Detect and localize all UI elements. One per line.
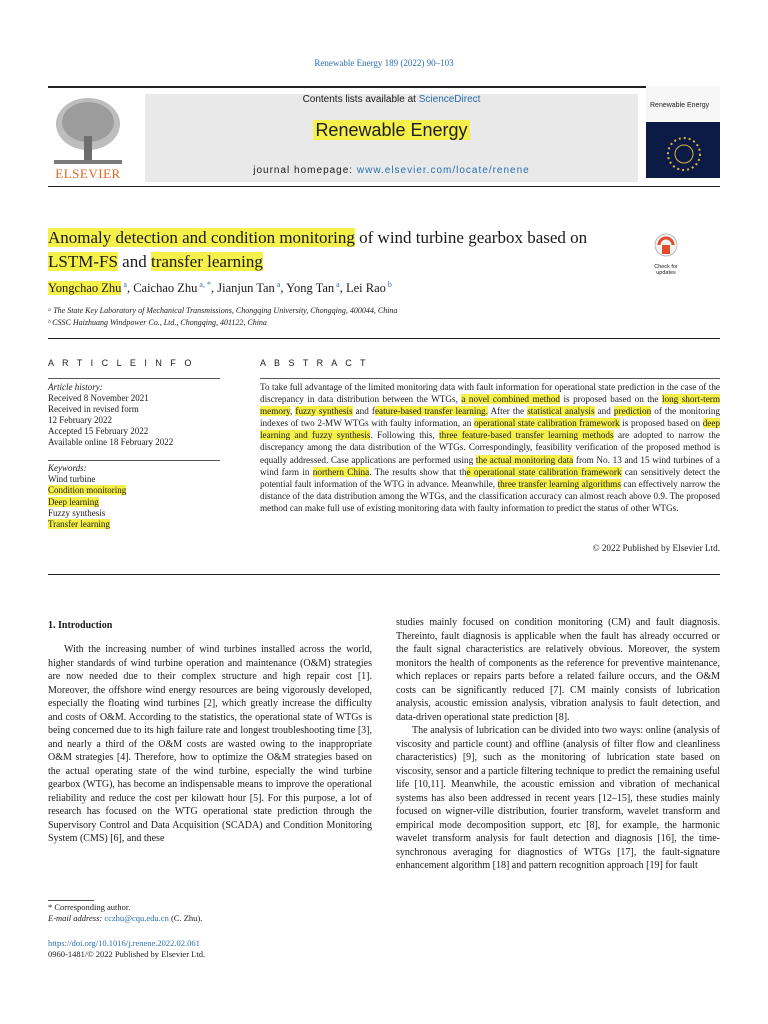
history-line: 12 February 2022 — [48, 415, 112, 425]
check-updates-label: Check for updates — [654, 264, 678, 276]
header-top-rule — [48, 86, 720, 88]
abstract-text: can effectively narrow the distance of the data distribution among the WTGs, and the classification accuracy can almost reach above 0.9. The proposed method can make full use of existing monitoring data with faulty information to predict the status of other WTGs. — [260, 478, 721, 513]
journal-name-text: Renewable Energy — [315, 120, 468, 140]
abstract-highlight: a novel combined method — [461, 394, 561, 405]
author-affiliation-mark[interactable]: a — [334, 280, 340, 289]
keyword: Fuzzy synthesis — [48, 507, 106, 518]
author-name[interactable]: Caichao Zhu — [133, 281, 198, 296]
keyword: Condition monitoring — [48, 485, 127, 496]
abstract-text: can sensitively detect the potential fault information of the WTG in advance. Meanwhile, — [260, 466, 720, 489]
email-link[interactable]: cczhu@cqu.edu.cn — [104, 913, 169, 923]
affiliation-b: ᵇ CSSC Haizhuang Windpower Co., Ltd., Chongqing, 401122, China — [48, 318, 267, 327]
abstract-highlight: statistical analysis — [527, 406, 595, 417]
abstract-end-rule — [48, 574, 720, 575]
cover-wreath-icon — [664, 134, 704, 174]
title-highlight-1: Anomaly detection and condition monitoring — [48, 228, 355, 247]
keyword: Deep learning — [48, 496, 99, 507]
issn-line: 0960-1481/© 2022 Published by Elsevier Ltd. — [48, 949, 206, 959]
abstract-text: from No. 13 and 15 wind turbines of a wind farm in — [260, 454, 720, 477]
title-highlight-2: LSTM-FS — [48, 252, 118, 271]
history-line: Accepted 15 February 2022 — [48, 426, 149, 436]
author-list: Yongchao Zhu $^a$, Caichao Zhu $^{a, *}$, Jianjun Tan $^a$, Yong Tan $^a$, Lei Rao $^b$ — [48, 280, 392, 296]
abstract-text: is proposed based on the — [560, 394, 662, 405]
affiliation-a: ᵃ The State Key Laboratory of Mechanical Transmissions, Chongqing University, Chongqing, 400044, China — [48, 306, 398, 315]
elsevier-logo — [48, 92, 128, 182]
keyword: Transfer learning — [48, 519, 110, 530]
abstract-highlight: three transfer learning algorithms — [497, 478, 621, 489]
keywords-title: Keywords: — [48, 463, 87, 473]
abstract-highlight: e operational state calibration framework — [466, 466, 622, 477]
title-text-2: and — [117, 252, 151, 271]
article-info-heading: A R T I C L E I N F O — [48, 358, 195, 368]
header-bottom-rule — [48, 186, 720, 187]
abstract-text: To take full advantage of the limited monitoring data with fault information for operational state prediction in the case of the discrepancy in data distribution between the WTGs, — [260, 382, 720, 405]
abstract-highlight: deep learning and fuzzy synthesis — [260, 418, 721, 441]
abstract-highlight: the actual monitoring data — [475, 454, 574, 465]
footnote-rule — [48, 900, 94, 901]
author-name[interactable]: Yong Tan — [286, 281, 335, 296]
history-line: Available online 18 February 2022 — [48, 437, 174, 447]
abstract-highlight: three feature-based transfer learning methods — [439, 430, 614, 441]
abstract-text: After the — [487, 406, 528, 417]
title-text-1: of wind turbine gearbox based on — [354, 228, 588, 247]
email-line — [48, 913, 202, 924]
footnote — [48, 902, 202, 924]
contents-line — [145, 94, 638, 105]
section-heading-introduction: 1. Introduction — [48, 620, 113, 631]
abstract-highlight: northern China — [312, 466, 370, 477]
keyword: Wind turbine — [48, 474, 96, 485]
title-highlight-3: transfer learning — [150, 252, 263, 271]
check-for-updates-button[interactable] — [648, 232, 684, 276]
contents-prefix: Contents lists available at — [302, 94, 419, 105]
intro-paragraph: studies mainly focused on condition monitoring (CM) and fault diagnosis. Thereinto, fault diagnosis is applicable when the fault has already occurred or the fault signal characteristics are relatively obvious. Moreover, the system monitors the health of components as the reference for preventive maintenance, which replaces or repairs parts before a related failure occurs, and the O&M costs can be significantly reduced [7]. CM mainly consists of lubrication analysis, acoustic emission analysis, vibration analysis to fault detection, and data-driven operational state prediction [8]. — [396, 617, 720, 723]
abstract-text: are adopted to narrow the discrepancy among the data distribution of the WTGs. Correspondingly, feasibility verification of the proposed method is equally addressed. Case applications are performed using — [260, 430, 720, 465]
sciencedirect-link[interactable]: ScienceDirect — [418, 94, 481, 105]
author-name[interactable]: Lei Rao — [345, 281, 386, 296]
paper-title — [48, 226, 638, 274]
keywords-block — [48, 463, 126, 530]
keywords-rule — [48, 460, 220, 461]
abstract-highlight: long short-term memory — [260, 394, 721, 417]
history-line: Received 8 November 2021 — [48, 393, 149, 403]
history-title: Article history: — [48, 382, 103, 392]
abstract-text: of the monitoring indexes of two 2-MW WTGs with faulty information, an — [260, 406, 721, 429]
check-updates-icon — [648, 232, 684, 260]
abstract-highlight: eature-based transfer learning. — [374, 406, 488, 417]
doi-link[interactable]: https://doi.org/10.1016/j.renene.2022.02.061 — [48, 938, 200, 948]
journal-reference[interactable]: Renewable Energy 189 (2022) 90–103 — [314, 58, 454, 68]
email-label: E-mail address: — [48, 913, 105, 923]
abstract-heading: A B S T R A C T — [260, 358, 369, 368]
journal-name — [145, 120, 638, 141]
abstract-text: , — [290, 406, 296, 417]
abstract-rule — [260, 378, 720, 379]
article-history — [48, 382, 173, 448]
abstract-text: and f — [352, 406, 375, 417]
abstract-highlight: prediction — [613, 406, 652, 417]
author-name[interactable]: Jianjun Tan — [217, 281, 275, 296]
abstract-highlight: fuzzy synthesis — [295, 406, 353, 417]
cover-title: Renewable Energy — [650, 102, 710, 109]
author-affiliation-mark[interactable]: a — [121, 280, 127, 289]
abstract-copyright: © 2022 Published by Elsevier Ltd. — [592, 543, 720, 553]
corresponding-author-note: * Corresponding author. — [48, 902, 131, 912]
article-info-rule — [48, 378, 220, 379]
author-affiliation-mark[interactable]: b — [385, 280, 392, 289]
author-name[interactable]: Yongchao Zhu — [48, 281, 122, 296]
intro-left-column: With the increasing number of wind turbines installed across the world, higher standards of wind turbine operation and maintenance (O&M) strategies are now needed due to their complex structure and high repair cost [1]. Moreover, the offshore wind energy resources are being vigorously developed, especially the floating wind turbines [2], which greatly increase the difficulty and costs of O&M. According to the statistics, the operational state of WTGs is being concerned due to its high failure rate and longest troubleshooting time [3], and nearly a third of the O&M costs are wasted owing to the inappropriate O&M strategies [4]. Therefore, how to optimize the O&M strategies based on the actual operating state of the wind turbine, especially the wind turbine gearbox (WTG), has become an indispensable means to improve the operational reliability and reduce the cost per kilowatt hour [5]. For this purpose, a lot of research has focused on the WTG operational state prediction through the Supervisory Control and Data Acquisition (SCADA) and Condition Monitoring System (CMS) [6], and these — [48, 644, 372, 844]
keyword-list — [48, 474, 126, 530]
homepage-line — [145, 165, 638, 176]
email-suffix: (C. Zhu). — [168, 913, 203, 923]
publisher-wordmark: ELSEVIER — [55, 166, 121, 181]
abstract-body — [260, 381, 720, 514]
affiliation-rule — [48, 338, 720, 339]
author-affiliation-mark[interactable]: a — [274, 280, 281, 289]
abstract-text: is proposed based on — [619, 418, 703, 429]
abstract-text: . Following this, — [370, 430, 440, 441]
abstract-text: and — [594, 406, 614, 417]
abstract-text: . The results show that th — [369, 466, 467, 477]
doi-block — [48, 938, 205, 960]
homepage-prefix: journal homepage: — [253, 165, 357, 176]
intro-paragraph: The analysis of lubrication can be divided into two ways: online (analysis of viscosity and particle count) and offline (analysis of filter flow and cleanliness characteristics) [9], such as the monitoring of lubrication state based on viscosity, sensor and a particle filtering technique to predict the remaining useful life [10,11]. Meanwhile, the acoustic emission and vibration of mechanical systems has also been addressed in recent years [12–15], these studies mainly focused on wigner-ville distribution, fourier transform, wavelet transform and empirical mode decomposition support, etc [8], for example, the harmonic wavelet transform analysis for fault detection and diagnosis [16], the time-synchronous averaging for diagnostics of WTGs [17], the fault-signature enhancement algorithm [18] and pattern recognition approach [19] for fault — [396, 725, 720, 871]
author-affiliation-mark[interactable]: a, * — [197, 280, 211, 289]
homepage-link[interactable]: www.elsevier.com/locate/renene — [356, 165, 530, 176]
journal-cover-thumbnail[interactable] — [646, 86, 720, 178]
abstract-highlight: operational state calibration framework — [473, 418, 620, 429]
intro-right-column — [396, 616, 720, 873]
history-line: Received in revised form — [48, 404, 139, 414]
